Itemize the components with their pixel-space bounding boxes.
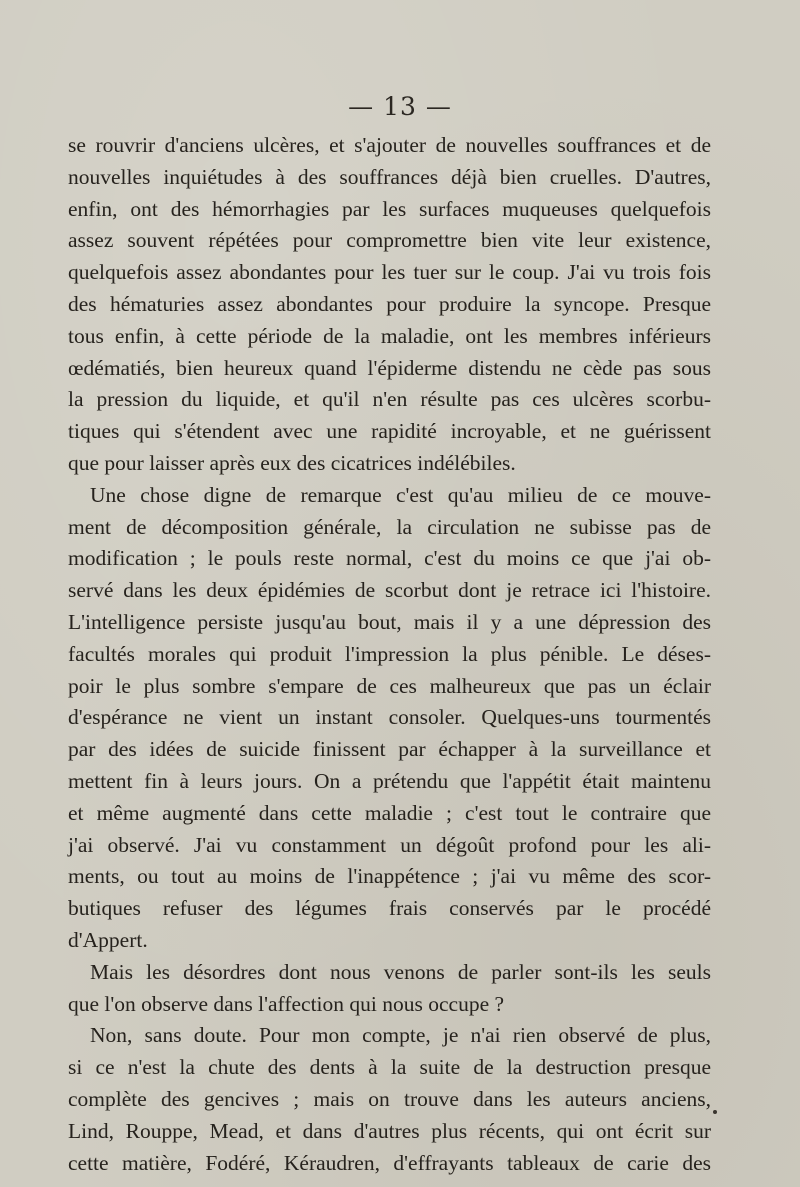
text-line: tous enfin, à cette période de la maladie, ont les membres inférieurs (68, 323, 711, 348)
text-line: complète des gencives ; mais on trouve dans les auteurs anciens, (68, 1086, 711, 1111)
text-line: servé dans les deux épidémies de scorbut dont je retrace ici l'histoire. (68, 578, 711, 603)
page-number: — 13 — (348, 92, 452, 121)
text-line: facultés morales qui produit l'impression la plus pénible. Le déses- (68, 641, 711, 666)
text-line: butiques refuser des légumes frais conservés par le procédé (68, 896, 711, 921)
text-line: nouvelles inquiétudes à des souffrances déjà bien cruelles. D'autres, (68, 164, 711, 189)
paragraph-end-line: d'Appert. (68, 927, 148, 952)
paper-speck (713, 1110, 717, 1114)
text-line: d'espérance ne vient un instant consoler. Quelques-uns tourmentés (68, 705, 711, 730)
text-line: la pression du liquide, et qu'il n'en résulte pas ces ulcères scorbu- (68, 387, 711, 412)
text-line: ment de décomposition générale, la circulation ne subisse pas de (68, 514, 711, 539)
text-line: et même augmenté dans cette maladie ; c'est tout le contraire que (68, 800, 711, 825)
text-line: quelquefois assez abondantes pour les tuer sur le coup. J'ai vu trois fois (68, 260, 711, 285)
text-line: des hématuries assez abondantes pour produire la syncope. Presque (68, 291, 711, 316)
text-line: enfin, ont des hémorrhagies par les surfaces muqueuses quelquefois (68, 196, 711, 221)
paragraph-end-line: que l'on observe dans l'affection qui nous occupe ? (68, 991, 505, 1016)
text-line: mettent fin à leurs jours. On a prétendu que l'appétit était maintenu (68, 768, 711, 793)
text-line: modification ; le pouls reste normal, c'est du moins ce que j'ai ob- (68, 546, 711, 571)
text-line: ments, ou tout au moins de l'inappétence ; j'ai vu même des scor- (68, 864, 711, 889)
paragraph-start-line: Non, sans doute. Pour mon compte, je n'ai rien observé de plus, (90, 1023, 711, 1048)
text-line: par des idées de suicide finissent par échapper à la surveillance et (68, 737, 711, 762)
text-line: Lind, Rouppe, Mead, et dans d'autres plus récents, qui ont écrit sur (68, 1118, 711, 1143)
text-line: j'ai observé. J'ai vu constamment un dégoût profond pour les ali- (68, 832, 711, 857)
text-line: poir le plus sombre s'empare de ces malheureux que pas un éclair (68, 673, 711, 698)
text-line: tiques qui s'étendent avec une rapidité incroyable, et ne guérissent (68, 419, 711, 444)
text-line: si ce n'est la chute des dents à la suite de la destruction presque (68, 1055, 711, 1080)
body-text (68, 130, 711, 1179)
text-line: se rouvrir d'anciens ulcères, et s'ajouter de nouvelles souffrances et de (68, 133, 711, 157)
text-line: L'intelligence persiste jusqu'au bout, mais il y a une dépression des (68, 609, 711, 634)
paragraph-start-line: Mais les désordres dont nous venons de parler sont-ils les seuls (90, 959, 711, 984)
paragraph-end-line: que pour laisser après eux des cicatrices indélébiles. (68, 450, 516, 475)
paragraph-start-line: Une chose digne de remarque c'est qu'au milieu de ce mouve- (90, 482, 711, 507)
text-line: œdématiés, bien heureux quand l'épiderme distendu ne cède pas sous (68, 355, 711, 380)
text-line: assez souvent répétées pour compromettre bien vite leur existence, (68, 228, 711, 253)
text-line: cette matière, Fodéré, Kéraudren, d'effrayants tableaux de carie des (68, 1150, 711, 1175)
